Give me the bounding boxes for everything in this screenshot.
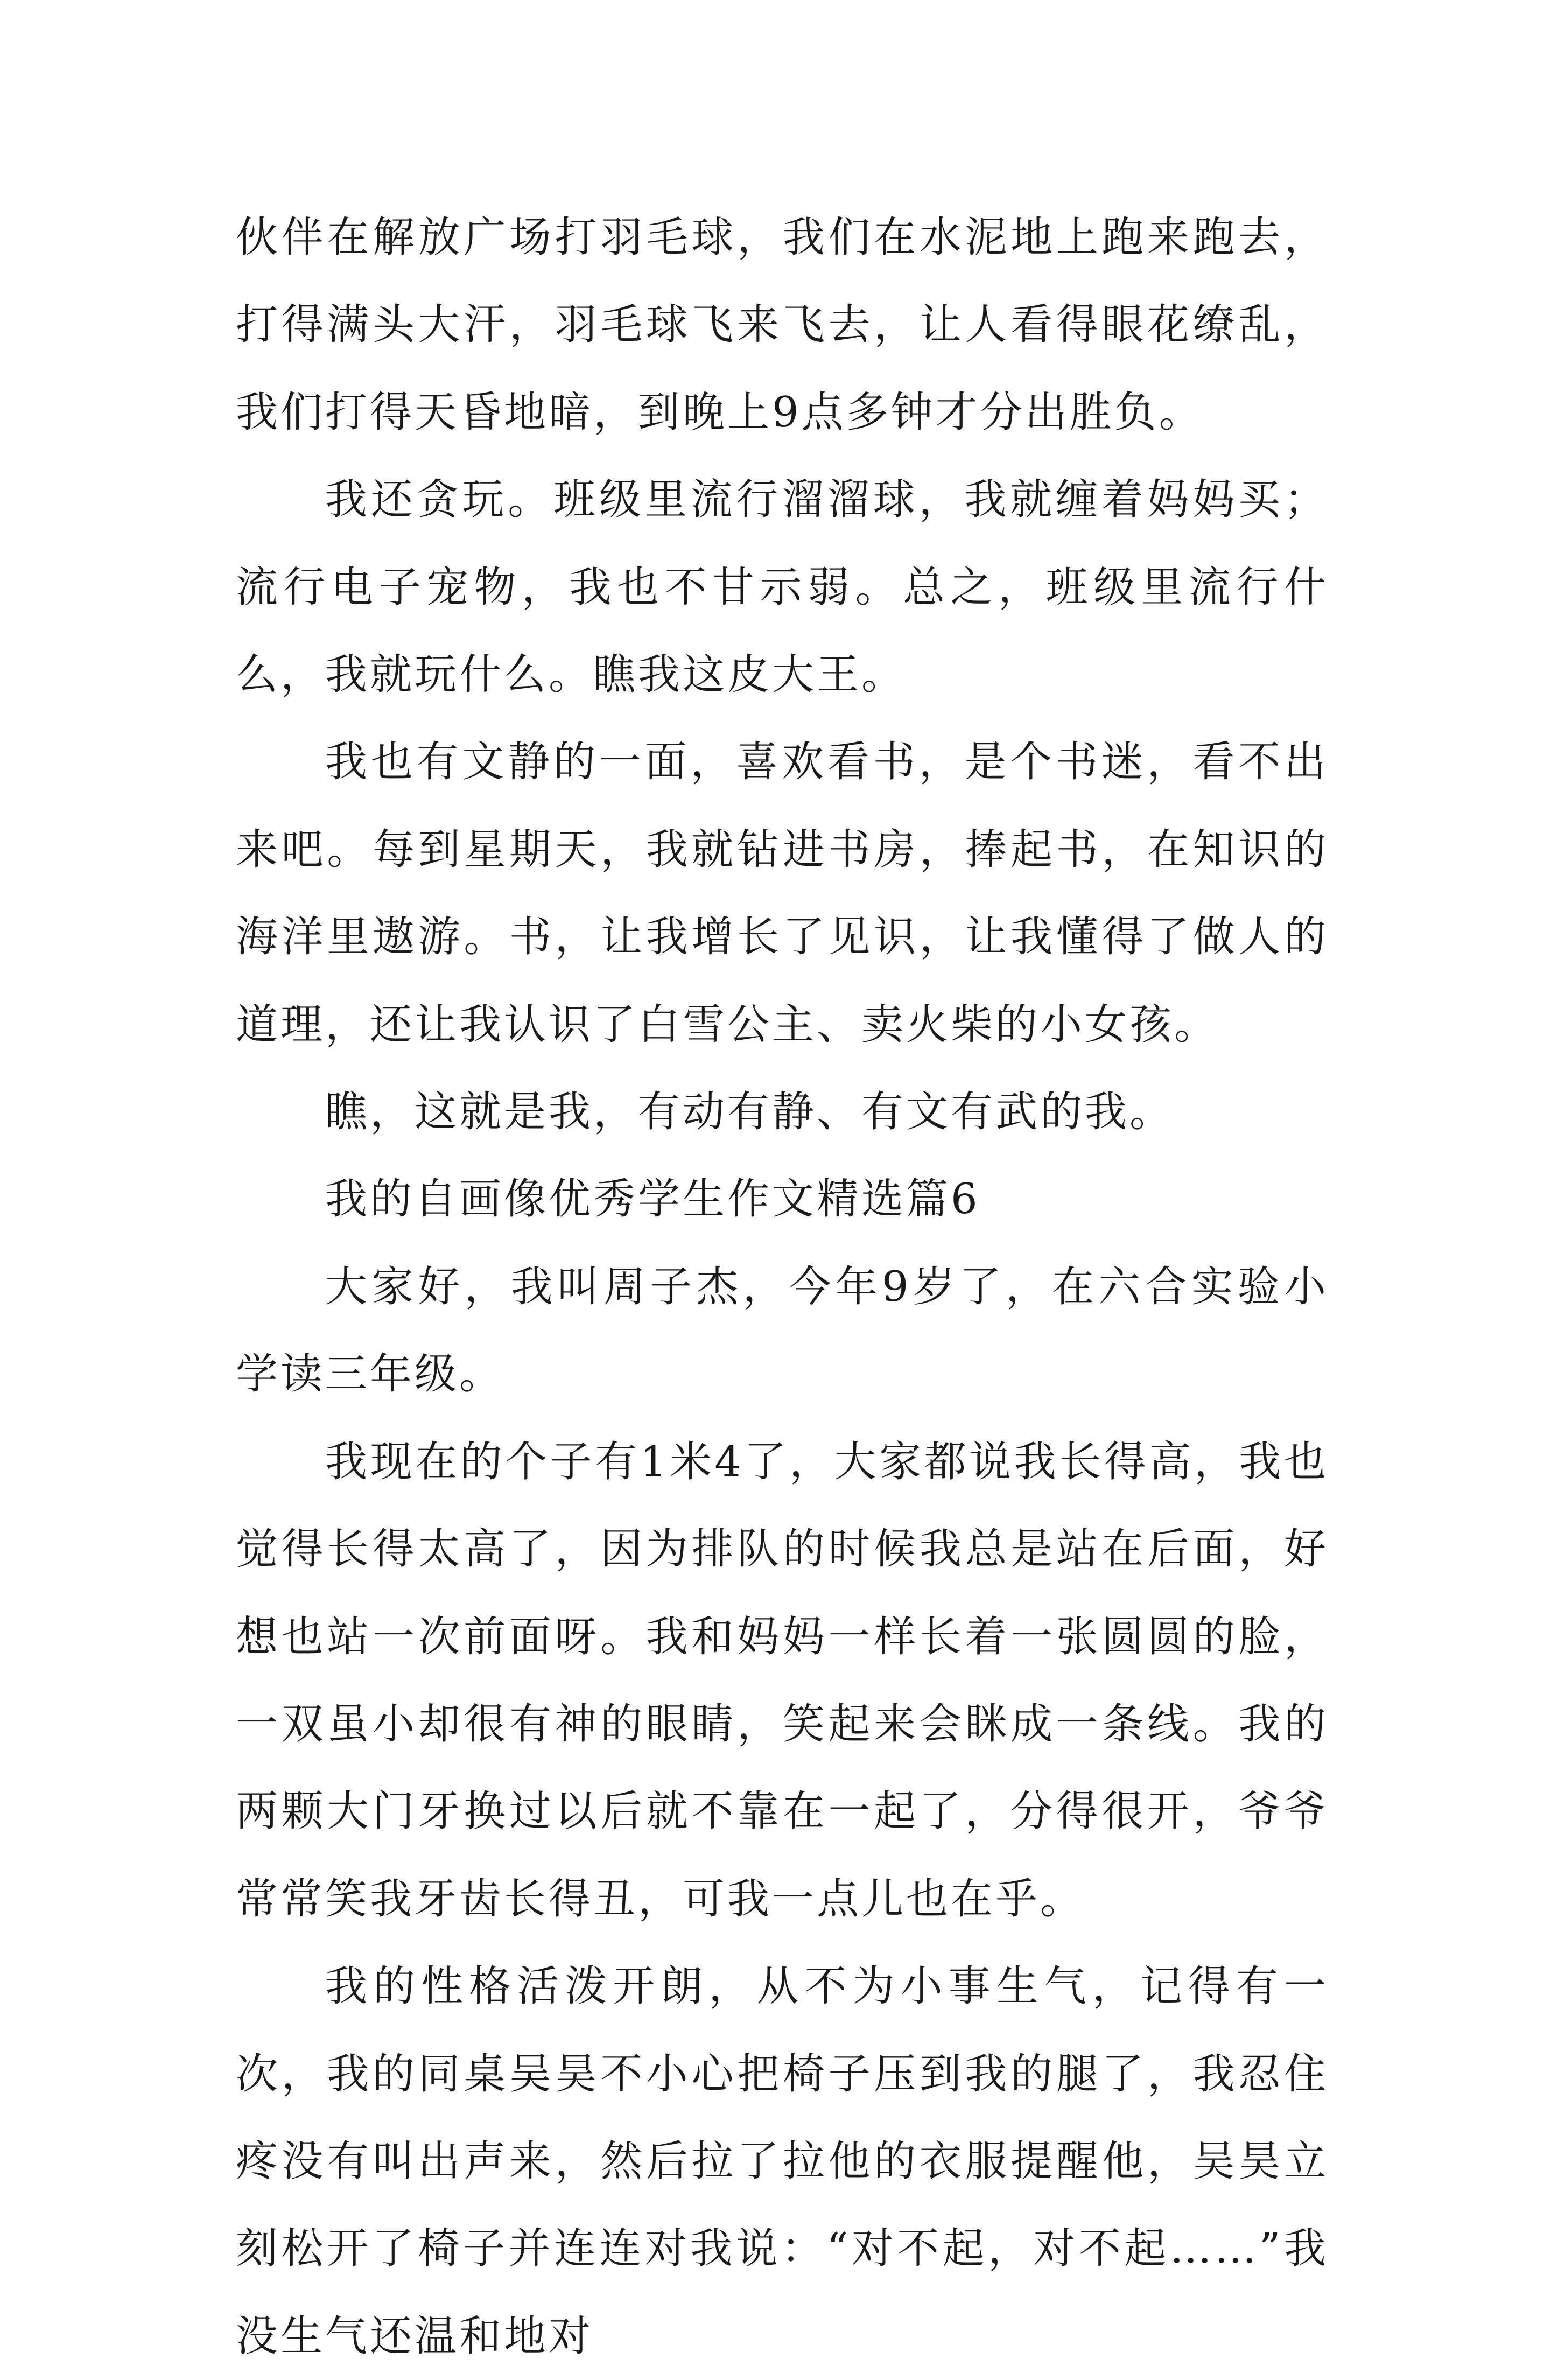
paragraph: 我还贪玩。班级里流行溜溜球，我就缠着妈妈买；流行电子宠物，我也不甘示弱。总之，班级里流行什么，我就玩什么。瞧我这皮大王。 <box>236 475 1329 699</box>
paragraph: 我现在的个子有1米4了，大家都说我长得高，我也觉得长得太高了，因为排队的时候我总是站在后面，好想也站一次前面呀。我和妈妈一样长着一张圆圆的脸，一双虽小却很有神的眼睛，笑起来会眯成一条线。我的两颗大门牙换过以后就不靠在一起了，分得很开，爷爷常常笑我牙齿长得丑，可我一点儿也在乎。 <box>236 1437 1329 1923</box>
paragraph: 我也有文静的一面，喜欢看书，是个书迷，看不出来吧。每到星期天，我就钻进书房，捧起书，在知识的海洋里遨游。书，让我增长了见识，让我懂得了做人的道理，还让我认识了白雪公主、卖火柴的小女孩。 <box>236 738 1329 1049</box>
section-heading: 我的自画像优秀学生作文精选篇6 <box>325 1175 980 1224</box>
paragraph: 伙伴在解放广场打羽毛球，我们在水泥地上跑来跑去，打得满头大汗，羽毛球飞来飞去，让人看得眼花缭乱，我们打得天昏地暗，到晚上9点多钟才分出胜负。 <box>236 213 1329 437</box>
document-body <box>236 194 1329 2380</box>
paragraph: 我的性格活泼开朗，从不为小事生气，记得有一次，我的同桌吴昊不小心把椅子压到我的腿了，我忍住疼没有叫出声来，然后拉了拉他的衣服提醒他，吴昊立刻松开了椅子并连连对我说：“对不起，对不起……”我没生气还温和地对 <box>236 1962 1329 2361</box>
paragraph: 大家好，我叫周子杰，今年9岁了，在六合实验小学读三年级。 <box>236 1262 1329 1399</box>
paragraph: 瞧，这就是我，有动有静、有文有武的我。 <box>325 1088 1175 1137</box>
